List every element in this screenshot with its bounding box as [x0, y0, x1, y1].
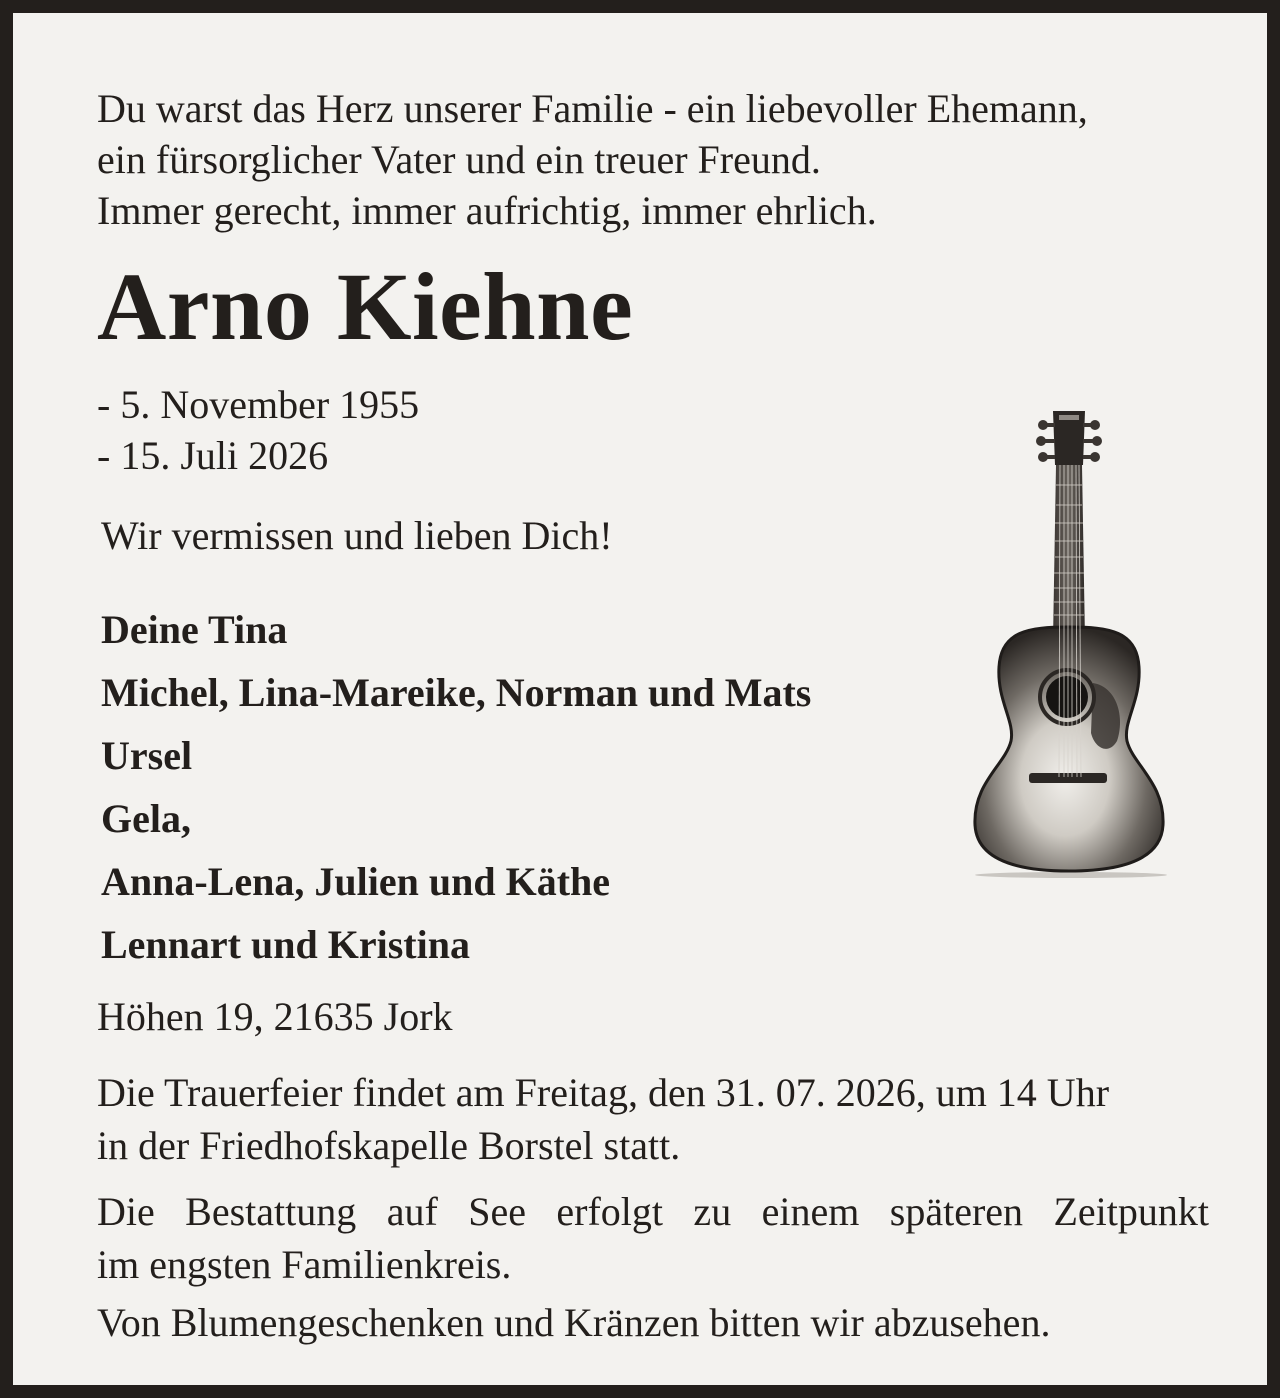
burial-text: [97, 1185, 1209, 1291]
family-member: Deine Tina: [101, 607, 288, 652]
family-member: Ursel: [101, 733, 193, 778]
address-text: Höhen 19, 21635 Jork: [97, 994, 453, 1039]
family-member: Michel, Lina-Mareike, Norman und Mats: [101, 670, 812, 715]
funeral-line-1: Die Trauerfeier findet am Freitag, den 31. 07. 2026, um 14 Uhr: [97, 1070, 1110, 1115]
life-dates: [97, 379, 419, 481]
intro-text: [97, 83, 1088, 236]
deceased-name: Arno Kiehne: [97, 253, 634, 360]
family-member: Gela,: [101, 796, 191, 841]
burial-line-2: im engsten Familienkreis.: [97, 1242, 512, 1287]
flowers-note: Von Blumengeschenken und Kränzen bitten wir abzusehen.: [97, 1300, 1051, 1345]
family-member: Lennart und Kristina: [101, 922, 470, 967]
death-date: - 15. Juli 2026: [97, 433, 329, 478]
message-text: Wir vermissen und lieben Dich!: [101, 513, 613, 558]
birth-date: - 5. November 1955: [97, 382, 420, 427]
burial-line-1: Die Bestattung auf See erfolgt zu einem späteren Zeitpunkt: [97, 1189, 1209, 1234]
intro-line-2: ein fürsorglicher Vater und ein treuer Freund.: [97, 137, 821, 182]
intro-line-1: Du warst das Herz unserer Familie - ein liebevoller Ehemann,: [97, 86, 1088, 131]
intro-line-3: Immer gerecht, immer aufrichtig, immer ehrlich.: [97, 188, 877, 233]
family-member: Anna-Lena, Julien und Käthe: [101, 859, 611, 904]
family-list: [101, 598, 811, 976]
acoustic-guitar-icon: [959, 405, 1179, 885]
funeral-line-2: in der Friedhofskapelle Borstel statt.: [97, 1123, 681, 1168]
funeral-text: [97, 1066, 1109, 1172]
